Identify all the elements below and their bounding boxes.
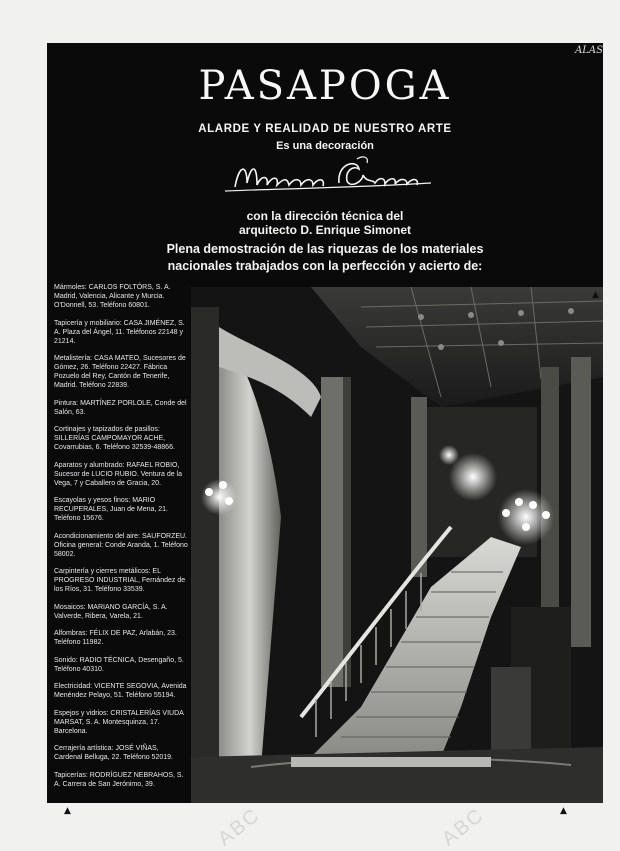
supplier-entry: Alfombras: FÉLIX DE PAZ, Arlabán, 23. Teléfono 11982. (54, 630, 177, 646)
decoration-line: Es una decoración (276, 140, 374, 152)
supplier-entry: Acondicionamiento del aire: SAUFORZEU. Oficina general: Conde Aranda, 1. Teléfono 58002. (54, 532, 188, 558)
advertisement (47, 43, 603, 803)
credit-line: arquitecto D. Enrique Simonet (238, 223, 412, 237)
subtitle: ALARDE Y REALIDAD DE NUESTRO ARTE (198, 123, 452, 135)
registration-mark: ▲ (592, 290, 599, 300)
brand-title: PASAPOGA (198, 63, 452, 109)
supplier-entry: Electricidad: VICENTE SEGOVIA, Avenida Menéndez Pelayo, 51. Teléfono 55194. (54, 683, 187, 699)
supplier-entry: Cerrajería artística: JOSÉ VIÑAS, Cardenal Belluga, 22. Teléfono 52019. (54, 745, 173, 761)
tagline-block (47, 241, 603, 275)
credit-line: con la dirección técnica del (246, 209, 404, 223)
supplier-entry: Espejos y vidrios: CRISTALERÍAS VIUDA MARSAT, S. A. Montesquinza, 17. Barcelona. (54, 709, 184, 735)
registration-mark: ▲ (560, 806, 567, 816)
registration-mark: ▲ (64, 806, 71, 816)
supplier-entry: Pintura: MARTÍNEZ PORLOLE, Conde del Salón, 63. (54, 399, 187, 416)
supplier-entry: Sonido: RADIO TÉCNICA, Desengaño, 5. Teléfono 40310. (54, 656, 184, 673)
credit-block (47, 209, 603, 237)
staircase-photo (191, 287, 603, 803)
watermark: ABC (213, 803, 265, 851)
supplier-entry: Escayolas y yesos finos: MARIO RECUPERALES, Juan de Mena, 21. Teléfono 15676. (54, 497, 169, 522)
watermark: ABC (437, 803, 489, 851)
supplier-entry: Carpintería y cierres metálicos: EL PROGRESO INDUSTRIAL, Fernández de los Ríos, 31. Teléfono 33539. (54, 568, 186, 593)
supplier-entry: Cortinajes y tapizados de pasillos: SILLERÍAS CAMPOMAYOR ACHE, Covarrubias, 6. Teléfono 32539-48866. (54, 426, 175, 451)
supplier-entry: Metalistería: CASA MATEO, Sucesores de Gómez, 26. Teléfono 22427. Fábrica Pozuelo del Rey, Cantón de Tenerife, Madrid. Teléfono 22839. (54, 355, 186, 389)
supplier-entry: Tapicería y mobiliario: CASA JIMÉNEZ, S. A. Plaza del Ángel, 11. Teléfonos 22148 y 21214. (54, 319, 185, 345)
designer-signature (217, 153, 437, 197)
artist-signature-mark: ALAS (575, 45, 603, 56)
supplier-entry: Mosaicos: MARIANO GARCÍA, S. A. Valverde, Ribera, Varela, 21. (54, 603, 168, 620)
supplier-list (54, 283, 188, 797)
supplier-entry: Tapicerías: RODRÍGUEZ NEBRAHOS, S. A. Carrera de San Jerónimo, 39. (54, 771, 184, 788)
supplier-entry: Aparatos y alumbrado: RAFAEL ROBIO, Sucesor de LUCIO RUBIO. Ventura de la Vega, 7 y Caballero de Gracia, 20. (54, 461, 183, 487)
supplier-entry: Mármoles: CARLOS FOLTÓRS, S. A. Madrid, Valencia, Alicante y Murcia. O'Donnell, 53. Teléfono 60801. (54, 284, 171, 309)
tagline-line: nacionales trabajados con la perfección y acierto de: (167, 259, 483, 273)
tagline-line: Plena demostración de las riquezas de los materiales (166, 242, 484, 256)
